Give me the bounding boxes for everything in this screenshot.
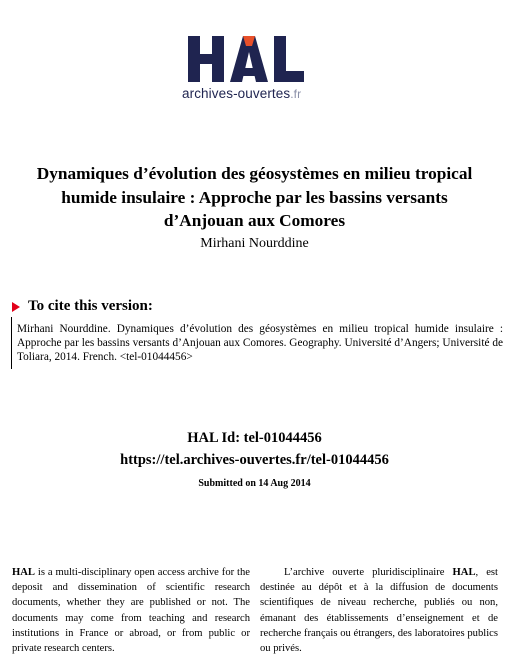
- document-url[interactable]: https://tel.archives-ouvertes.fr/tel-01044456: [120, 452, 389, 468]
- hal-logo-mark: [180, 30, 310, 88]
- triangle-bullet-icon: [12, 302, 20, 312]
- logo-sub-tld: .fr: [290, 87, 302, 101]
- hal-logo: [180, 30, 330, 110]
- hal-id: HAL Id: tel-01044456: [187, 430, 322, 446]
- cite-heading-label: To cite this version:: [28, 298, 153, 314]
- logo-sub-main: archives-ouvertes: [182, 86, 291, 101]
- cite-heading: [12, 298, 153, 315]
- logo-subtitle: [182, 86, 301, 101]
- footer-french: [260, 565, 498, 656]
- footer-french-text: L’archive ouverte pluridisciplinaire HAL, est destinée au dépôt et à la diffusion de documents scientifiques de niveau recherche, publiés ou non, émanant des établissements d’enseignement et de recherche français ou étrangers, des laboratoires publics ou privés.: [260, 567, 498, 655]
- document-title: Dynamiques d’évolution des géosystèmes en milieu tropical humide insulaire : Approche par les bassins versants d’Anjouan aux Comores: [36, 164, 473, 230]
- footer-english-text: HAL is a multi-disciplinary open access archive for the deposit and dissemination of scientific research documents, whether they are published or not. The documents may come from teaching and research institutions in France or abroad, or from public or private research centers.: [12, 567, 250, 655]
- citation-text: Mirhani Nourddine. Dynamiques d’évolution des géosystèmes en milieu tropical humide insulaire : Approche par les bassins versants d’Anjouan aux Comores. Geography. Université d’Angers; Université de Toliara, 2014. French. <tel-01044456>: [17, 323, 503, 363]
- footer-english: [12, 565, 250, 656]
- submission-date: Submitted on 14 Aug 2014: [198, 478, 311, 489]
- author-name: Mirhani Nourddine: [200, 236, 309, 251]
